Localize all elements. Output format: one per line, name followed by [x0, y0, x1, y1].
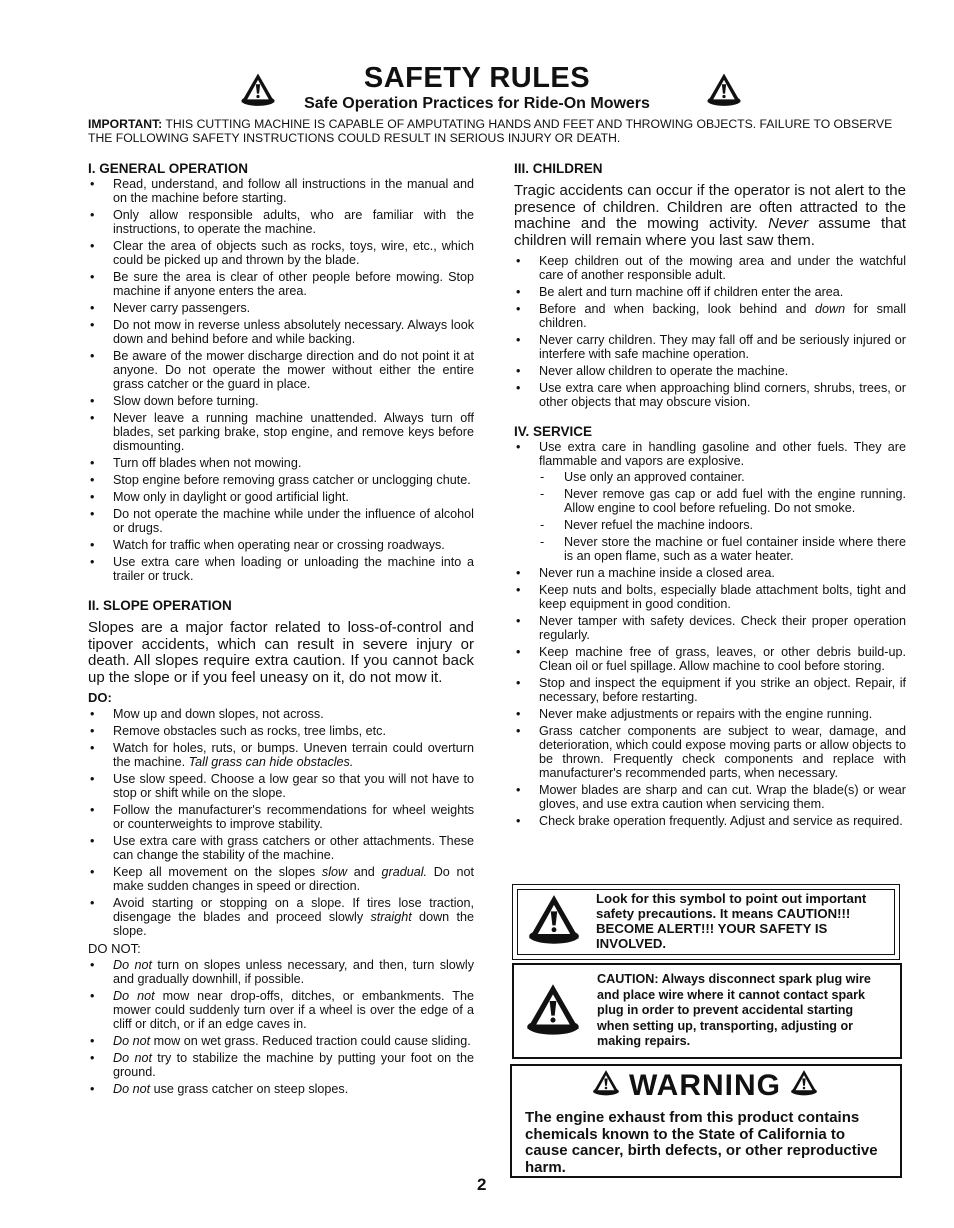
sub-list-item: - Never refuel the machine indoors.: [539, 518, 906, 532]
section-heading-general: I. GENERAL OPERATION: [88, 161, 249, 176]
list-item: • Only allow responsible adults, who are familiar with the instructions, to operate the machine.: [88, 208, 474, 236]
intro-italic: Never: [768, 215, 809, 232]
donot-label: DO NOT:: [88, 941, 141, 956]
list-item: • Never leave a running machine unattended. Always turn off blades, set parking brake, stop engine, and remove keys before dismounting.: [88, 411, 474, 453]
important-label: IMPORTANT:: [88, 117, 163, 131]
list-item: [514, 302, 906, 330]
section-heading-children: III. CHILDREN: [514, 161, 603, 176]
list-item: [88, 896, 474, 938]
list-item: [88, 1082, 474, 1096]
item-italic: gradual.: [381, 865, 428, 879]
list-item: • Check brake operation frequently. Adjust and service as required.: [514, 814, 906, 828]
list-item: • Never carry passengers.: [88, 301, 474, 315]
safety-alert-icon: [527, 893, 581, 947]
list-item: • Follow the manufacturer's recommendations for wheel weights or counterweights to improve stability.: [88, 803, 474, 831]
list-item: [514, 440, 906, 563]
list-item: • Watch for traffic when operating near or crossing roadways.: [88, 538, 474, 552]
important-text: THIS CUTTING MACHINE IS CAPABLE OF AMPUTATING HANDS AND FEET AND THROWING OBJECTS. FAILURE TO OBSERVE THE FOLLOWING SAFETY INSTRUCTIONS COULD RESULT IN SERIOUS INJURY OR DEATH.: [88, 117, 893, 145]
important-notice: [88, 117, 912, 145]
sub-list-item: - Never remove gas cap or add fuel with the engine running. Allow engine to cool before refueling. Do not smoke.: [539, 487, 906, 515]
list-item: • Stop engine before removing grass catcher or unclogging chute.: [88, 473, 474, 487]
item-italic: down: [814, 302, 846, 316]
item-text: Keep all movement on the slopes: [113, 865, 316, 879]
item-text: Avoid starting or stopping on a slope. If tires lose traction, disengage the blades and proceed slowly: [113, 896, 474, 924]
list-item: [88, 741, 474, 769]
list-item: • Never allow children to operate the machine.: [514, 364, 906, 378]
warning-title: [512, 1069, 898, 1103]
page-subtitle: Safe Operation Practices for Ride-On Mowers: [304, 95, 650, 112]
list-item: • Be sure the area is clear of other people before mowing. Stop machine if anyone enters the area.: [88, 270, 474, 298]
item-italic: Do not: [113, 989, 155, 1003]
intro-text: Tragic accidents can occur if the operator is not alert to the presence of children. Children are often attracted to the machine and the mowing activity.: [514, 182, 906, 232]
list-item: • Keep children out of the mowing area and under the watchful care of another responsible adult.: [514, 254, 906, 282]
donot-list: [88, 958, 474, 1096]
safety-alert-icon: [790, 1069, 818, 1097]
list-item: • Do not mow in reverse unless absolutely necessary. Always look down and behind before and while backing.: [88, 318, 474, 346]
item-italic: slow: [321, 865, 348, 879]
list-item: • Slow down before turning.: [88, 394, 474, 408]
list-item: [88, 989, 474, 1031]
item-text: try to stabilize the machine by putting your foot on the ground.: [113, 1051, 474, 1079]
safety-alert-icon: [525, 982, 581, 1038]
list-item: • Never run a machine inside a closed area.: [514, 566, 906, 580]
list-item: • Mow up and down slopes, not across.: [88, 707, 474, 721]
list-item: [88, 1051, 474, 1079]
service-list: [514, 440, 906, 828]
list-item: • Mower blades are sharp and can cut. Wrap the blade(s) or wear gloves, and use extra caution when servicing them.: [514, 783, 906, 811]
item-italic: Do not: [113, 958, 152, 972]
do-label: DO:: [88, 690, 112, 705]
children-intro: [514, 183, 906, 249]
slope-intro: Slopes are a major factor related to loss-of-control and tipover accidents, which can result in severe injury or death. All slopes require extra caution. If you cannot back up the slope or if you feel uneasy on it, do not mow it.: [88, 619, 474, 686]
list-item: • Use extra care when approaching blind corners, shrubs, trees, or other objects that may obscure vision.: [514, 381, 906, 409]
item-text: Watch for holes, ruts, or bumps. Uneven terrain could overturn the machine.: [113, 741, 474, 769]
item-text: for small children.: [539, 302, 907, 330]
list-item: [88, 958, 474, 986]
do-list: [88, 707, 474, 938]
section-heading-slope: II. SLOPE OPERATION: [88, 598, 232, 613]
list-item: [88, 865, 474, 893]
list-item: • Never carry children. They may fall off and be seriously injured or interfere with safe machine operation.: [514, 333, 906, 361]
item-italic: Do not: [113, 1082, 151, 1096]
list-item: • Turn off blades when not mowing.: [88, 456, 474, 470]
list-item: • Use extra care when loading or unloading the machine into a trailer or truck.: [88, 555, 474, 583]
right-column: [514, 160, 906, 831]
item-text: use grass catcher on steep slopes.: [150, 1082, 349, 1096]
item-text: down the slope.: [113, 910, 474, 938]
symbol-box-text: Look for this symbol to point out important safety precautions. It means CAUTION!!! BECOME ALERT!!! YOUR SAFETY IS INVOLVED.: [596, 891, 867, 951]
item-italic: Do not: [113, 1051, 152, 1065]
list-item: • Use extra care with grass catchers or other attachments. These can change the stability of the machine.: [88, 834, 474, 862]
list-item: • Clear the area of objects such as rocks, toys, wire, etc., which could be picked up and thrown by the blade.: [88, 239, 474, 267]
list-item: • Do not operate the machine while under the influence of alcohol or drugs.: [88, 507, 474, 535]
list-item: • Keep machine free of grass, leaves, or other debris build-up. Clean oil or fuel spillage. Allow machine to cool before storing.: [514, 645, 906, 673]
section-heading-service: IV. SERVICE: [514, 424, 593, 439]
list-item: • Never tamper with safety devices. Check their proper operation regularly.: [514, 614, 906, 642]
warning-label: WARNING: [629, 1069, 781, 1102]
general-list: [88, 177, 474, 583]
item-text: and: [347, 865, 382, 879]
item-italic: Do not: [113, 1034, 151, 1048]
list-item: • Grass catcher components are subject to wear, damage, and deterioration, which could expose moving parts or allow objects to be thrown. Frequently check components and replace with manufacturer's recommended parts, when necessary.: [514, 724, 906, 780]
caution-box-text: CAUTION: Always disconnect spark plug wire and place wire where it cannot contact spark plug in order to prevent accidental starting when setting up, transporting, adjusting or making repairs.: [597, 972, 871, 1048]
page-title: SAFETY RULES: [363, 62, 591, 94]
sub-list-item: - Use only an approved container.: [539, 470, 906, 484]
item-text: Do not make sudden changes in speed or direction.: [113, 865, 475, 893]
list-item: • Read, understand, and follow all instructions in the manual and on the machine before starting.: [88, 177, 474, 205]
list-item: • Mow only in daylight or good artificial light.: [88, 490, 474, 504]
list-item: • Remove obstacles such as rocks, tree limbs, etc.: [88, 724, 474, 738]
item-text: turn on slopes unless necessary, and then, turn slowly and gradually downhill, if possible.: [113, 958, 474, 986]
item-text: Use extra care in handling gasoline and other fuels. They are flammable and vapors are explosive.: [539, 440, 906, 468]
warning-text: The engine exhaust from this product contains chemicals known to the State of California to cause cancer, birth defects, or other reproductive harm.: [525, 1109, 878, 1176]
item-text: Before and when backing, look behind and: [539, 302, 807, 316]
list-item: • Never make adjustments or repairs with the engine running.: [514, 707, 906, 721]
list-item: • Use slow speed. Choose a low gear so that you will not have to stop or shift while on the slope.: [88, 772, 474, 800]
list-item: • Keep nuts and bolts, especially blade attachment bolts, tight and keep equipment in good condition.: [514, 583, 906, 611]
fuel-sublist: [539, 470, 906, 563]
list-item: • Stop and inspect the equipment if you strike an object. Repair, if necessary, before restarting.: [514, 676, 906, 704]
list-item: [88, 1034, 474, 1048]
item-text: mow near drop-offs, ditches, or embankments. The mower could suddenly turn over if a wheel is over the edge of a cliff or ditch, or if an edge caves in.: [113, 989, 474, 1031]
page-number: 2: [477, 1175, 487, 1194]
list-item: • Be aware of the mower discharge direction and do not point it at anyone. Do not operate the mower without either the entire grass catcher or the guard in place.: [88, 349, 474, 391]
item-italic: straight: [370, 910, 412, 924]
item-text: mow on wet grass. Reduced traction could cause sliding.: [150, 1034, 471, 1048]
children-list: [514, 254, 906, 409]
item-italic: Tall grass can hide obstacles.: [188, 755, 354, 769]
left-column: [88, 160, 474, 1099]
safety-alert-icon: [592, 1069, 620, 1097]
intro-text: assume that children will remain where you last saw them.: [514, 215, 906, 249]
list-item: • Be alert and turn machine off if children enter the area.: [514, 285, 906, 299]
sub-list-item: - Never store the machine or fuel container inside where there is an open flame, such as a water heater.: [539, 535, 906, 563]
